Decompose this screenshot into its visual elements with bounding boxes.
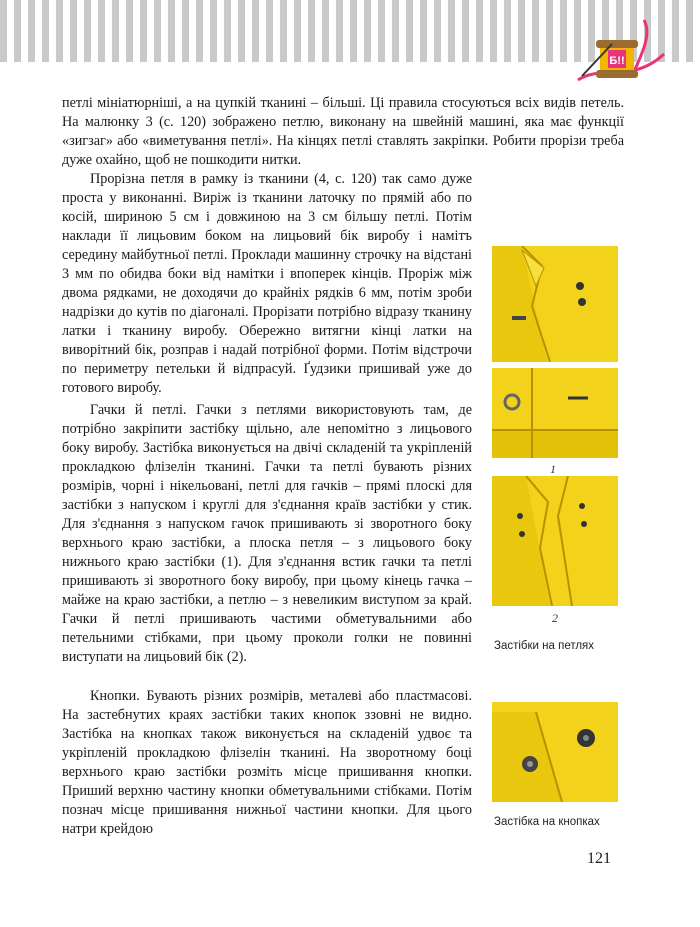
svg-text:Б!!: Б!! [609,55,625,67]
hook-fastener-image-1 [492,368,618,458]
paragraph-1 [62,94,624,170]
page-number: 121 [587,850,611,867]
caption-snaps: Застібка на кнопках [494,816,600,828]
paragraph-text: Кнопки. Бувають різних розмірів, металеві або пластмасові. На застебнутих краях застібки таких кнопок ззовні не видно. Застібка на кнопках також виконується на складеній удвоє та укріпленій прокладкою флізелін тканині. На зворотному боці верхнього краю застібки розміть місце пришивання кнопки. Приший верхню частину кнопки обметувальними стібками. Потім познач місце пришивання нижньої частини кнопки. Для цього натри крейдою [62,688,472,837]
caption-hooks: Застібки на петлях [494,640,595,652]
paragraph-text: Гачки й петлі. Гачки з петлями використовують там, де потрібно закріпити застібку щільно, але непомітно з лицьового боку виробу. Застібка виконується на двічі складеній та укріпленій прокладкою флізелін тканині. Гачки та петлі бувають різних розмірів, чорні і нікельовані, петлі для гачків – прямі плоскі для застібки з напуском і круглі для з'єднання країв застібки у стик. Для з'єднання з напуском гачок пришивають зі зворотного боку верхнього краю застібки, а плоска петля – з лицьового боку нижнього краю застібки (1). Для з'єднання встик гачки та петлі пришивають зі зворотного боку виробу, при цьому кінець гачка – майже на краю застібки, а петлю – з невеликим виступом за край. Гачки й петлі пришивають частими обметувальними або петельними стібками, при цьому проколи голки не повинні виступати на лицьовий бік (2). [62,402,472,665]
hook-fastener-image-2 [492,476,618,606]
figure-label-1: 1 [550,462,556,476]
paragraph-3 [62,401,472,667]
figure-label-2: 2 [552,611,558,625]
paragraph-text: Прорізна петля в рамку із тканини (4, с. 120) так само дуже проста у виконанні. Виріж із тканини латочку по прямій або по косій, шириною 5 см і довжиною на 3 см більшу петлі. Потім наклади її лицьовим боком на лицьовий бік виробу і намітъ середину майбутньої петлі. Проклади машинну строчку на відстані 3 мм по обидва боки від намітки і впоперек кінців. Проріж між двома рядками, не доходячи до крайніх рядків 6 мм, потім зроби надрізки до кутів по діагоналі. Прорізати потрібно відразу тканину латки і тканину виробу. Обережно витягни кінці латки на виворітний бік, розправ і надай потрібної форми. Потім відстрочи по периметру петельки й відпрасуй. Ґудзики пришивай уже до готового виробу. [62,171,472,396]
snap-fastener-image [492,702,618,802]
paragraph-4 [62,687,472,839]
paragraph-text: петлі мініатюрніші, а на цупкій тканині – більші. Ці правила стосуються всіх видів петель. На малюнку 3 (с. 120) зображено петлю, виконану на швейній машині, яка має функції «зигзаг» або «виметування петлі». На кінцях петлі ставлять закріпки. Робити прорізи треба дуже охайно, щоб не пошкодити нитки. [62,95,624,168]
sewing-spool-logo-icon [572,14,672,86]
hook-fastener-image-top [492,246,618,362]
